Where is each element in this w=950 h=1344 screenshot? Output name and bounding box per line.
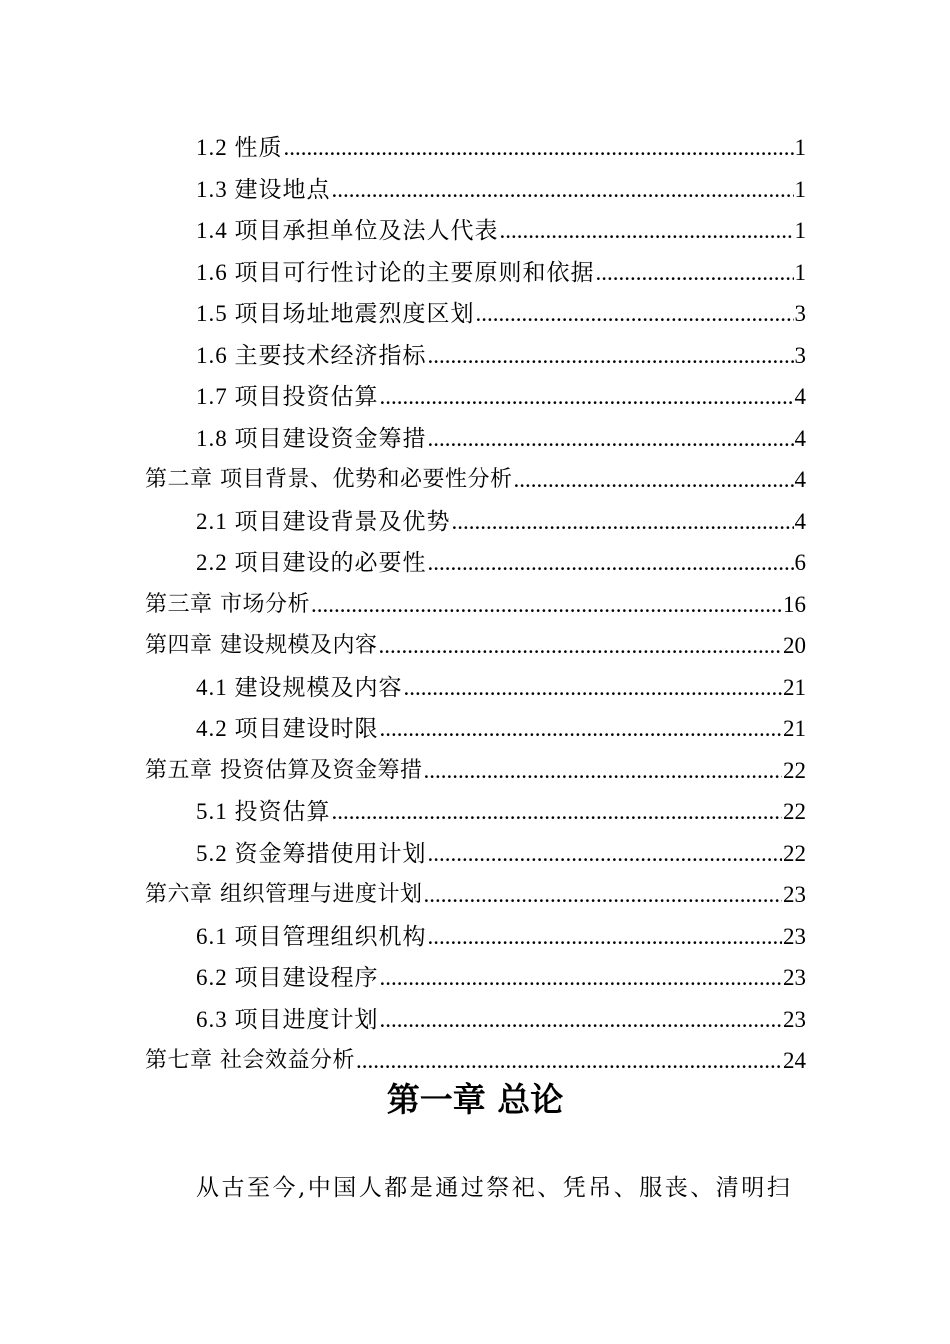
- toc-entry[interactable]: [196, 792, 806, 832]
- toc-entry-label: 1.5 项目场址地震烈度区划: [196, 301, 475, 326]
- toc-entry[interactable]: [196, 917, 806, 957]
- toc-entry-label: 4.2 项目建设时限: [196, 716, 379, 741]
- toc-entry[interactable]: [196, 709, 806, 749]
- toc-entry[interactable]: [196, 419, 806, 459]
- toc-entry-label: 2.2 项目建设的必要性: [196, 550, 427, 575]
- toc-entry-label: 4.1 建设规模及内容: [196, 674, 403, 700]
- toc-entry-page: 22: [783, 840, 806, 866]
- toc-entry-label: 5.1 投资估算: [196, 799, 331, 824]
- toc-entry-label: 第五章 投资估算及资金筹措: [145, 757, 423, 783]
- toc-leader-dots: [380, 377, 794, 417]
- toc-entry[interactable]: [196, 170, 806, 210]
- toc-entry-page: 23: [783, 965, 806, 990]
- toc-leader-dots: [380, 958, 783, 998]
- toc-leader-dots: [452, 502, 794, 542]
- toc-entry[interactable]: [196, 211, 806, 251]
- toc-entry-page: 4: [794, 508, 806, 534]
- toc-entry[interactable]: [196, 958, 806, 998]
- toc-entry-page: 23: [783, 923, 806, 949]
- toc-entry[interactable]: [196, 336, 806, 376]
- toc-entry-page: 3: [794, 301, 806, 326]
- toc-entry-label: 1.8 项目建设资金筹措: [196, 425, 427, 451]
- body-paragraph: 从古至今,中国人都是通过祭祀、凭吊、服丧、清明扫: [196, 1175, 793, 1201]
- toc-entry-page: 21: [783, 716, 806, 741]
- toc-entry-label: 第四章 建设规模及内容: [145, 633, 378, 658]
- toc-chapter-entry[interactable]: [145, 751, 806, 791]
- toc-leader-dots: [332, 170, 794, 210]
- toc-chapter-entry[interactable]: [145, 1041, 806, 1081]
- toc-entry-label: 1.7 项目投资估算: [196, 384, 379, 409]
- toc-leader-dots: [380, 1000, 783, 1040]
- toc-entry[interactable]: [196, 294, 806, 334]
- toc-entry-label: 6.1 项目管理组织机构: [196, 923, 427, 949]
- toc-entry-label: 2.1 项目建设背景及优势: [196, 508, 451, 534]
- toc-entry[interactable]: [196, 502, 806, 542]
- toc-entry-label: 1.4 项目承担单位及法人代表: [196, 218, 499, 243]
- toc-entry-page: 24: [783, 1048, 806, 1073]
- toc-entry-label: 5.2 资金筹措使用计划: [196, 840, 427, 866]
- toc-leader-dots: [428, 419, 794, 459]
- toc-chapter-entry[interactable]: [145, 460, 806, 500]
- toc-leader-dots: [428, 917, 783, 957]
- toc-leader-dots: [380, 709, 783, 749]
- toc-chapter-entry[interactable]: [145, 626, 806, 666]
- toc-leader-dots: [311, 585, 782, 625]
- toc-entry-page: 1: [794, 176, 806, 202]
- toc-entry-page: 23: [783, 1006, 806, 1032]
- toc-entry-label: 6.2 项目建设程序: [196, 965, 379, 990]
- toc-leader-dots: [332, 792, 783, 832]
- toc-entry[interactable]: [196, 128, 806, 168]
- toc-entry-page: 23: [783, 882, 806, 907]
- toc-leader-dots: [379, 626, 783, 666]
- toc-entry-page: 1: [794, 218, 806, 243]
- toc-chapter-entry[interactable]: [145, 585, 806, 625]
- toc-entry[interactable]: [196, 377, 806, 417]
- toc-entry-label: 第六章 组织管理与进度计划: [145, 882, 423, 907]
- toc-entry-page: 4: [794, 425, 806, 451]
- toc-entry-page: 21: [783, 674, 806, 700]
- toc-leader-dots: [428, 543, 794, 583]
- toc-entry-label: 1.6 主要技术经济指标: [196, 342, 427, 368]
- toc-entry[interactable]: [196, 834, 806, 874]
- toc-leader-dots: [428, 834, 783, 874]
- toc-leader-dots: [476, 294, 794, 334]
- toc-chapter-entry[interactable]: [145, 875, 806, 915]
- toc-entry-page: 22: [783, 757, 806, 783]
- toc-entry-label: 第三章 市场分析: [145, 591, 310, 617]
- toc-entry[interactable]: [196, 668, 806, 708]
- toc-leader-dots: [596, 253, 794, 293]
- toc-entry-label: 第二章 项目背景、优势和必要性分析: [145, 467, 513, 492]
- toc-leader-dots: [404, 668, 783, 708]
- toc-entry-page: 20: [783, 633, 806, 658]
- toc-leader-dots: [500, 211, 794, 251]
- toc-entry-label: 1.2 性质: [196, 135, 283, 160]
- toc-leader-dots: [424, 875, 783, 915]
- toc-leader-dots: [514, 460, 794, 500]
- toc-leader-dots: [428, 336, 794, 376]
- toc-entry-label: 1.6 项目可行性讨论的主要原则和依据: [196, 259, 595, 285]
- toc-leader-dots: [356, 1041, 782, 1081]
- toc-entry-page: 16: [783, 591, 806, 617]
- toc-entry-page: 4: [794, 467, 806, 492]
- toc-entry-label: 6.3 项目进度计划: [196, 1006, 379, 1032]
- toc-entry-page: 22: [783, 799, 806, 824]
- toc-entry-page: 3: [794, 342, 806, 368]
- chapter-heading: 第一章 总论: [386, 1080, 564, 1119]
- toc-entry-page: 6: [794, 550, 806, 575]
- toc-leader-dots: [284, 128, 794, 168]
- toc-entry[interactable]: [196, 253, 806, 293]
- toc-entry-label: 第七章 社会效益分析: [145, 1048, 355, 1073]
- toc-entry-label: 1.3 建设地点: [196, 176, 331, 202]
- toc-entry[interactable]: [196, 543, 806, 583]
- toc-entry[interactable]: [196, 1000, 806, 1040]
- toc-leader-dots: [424, 751, 783, 791]
- toc-entry-page: 1: [794, 259, 806, 285]
- toc-entry-page: 4: [794, 384, 806, 409]
- toc-entry-page: 1: [794, 135, 806, 160]
